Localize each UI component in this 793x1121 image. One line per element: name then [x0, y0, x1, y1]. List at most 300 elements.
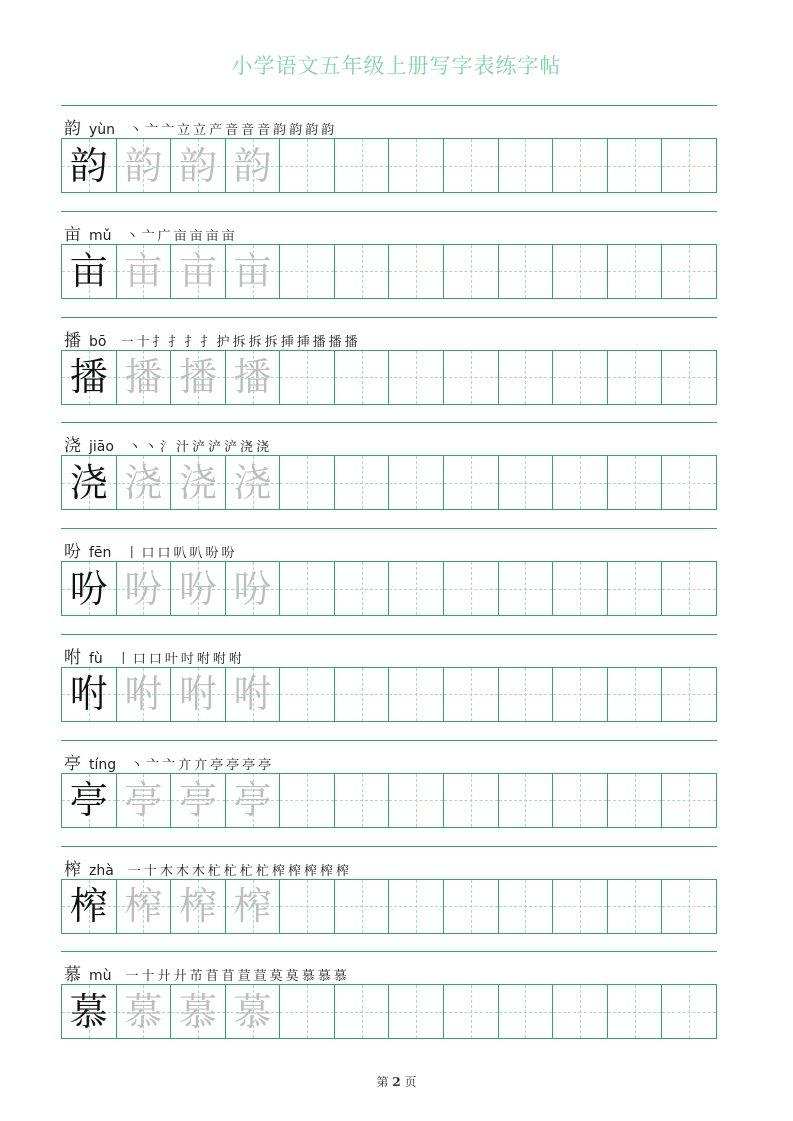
character-label: 浇 — [64, 436, 81, 457]
character-info — [64, 220, 238, 245]
grid-cell[interactable] — [608, 562, 663, 615]
grid-cell[interactable] — [444, 774, 499, 827]
writing-grid — [61, 984, 717, 1039]
stroke-step: 音 — [257, 123, 271, 138]
row-divider — [61, 951, 717, 952]
row-divider — [61, 846, 717, 847]
stroke-step: 亠 — [146, 757, 160, 773]
model-character: 慕 — [69, 989, 108, 1034]
stroke-step: 亣 — [194, 757, 208, 773]
grid-cell — [117, 245, 172, 298]
footer-prefix: 第 — [376, 1075, 389, 1089]
trace-character: 播 — [124, 355, 163, 400]
stroke-step: 播 — [344, 334, 358, 350]
stroke-order — [117, 648, 245, 667]
grid-cell[interactable] — [553, 456, 608, 509]
grid-cell[interactable] — [662, 985, 716, 1038]
pinyin-label: mù — [89, 968, 112, 985]
stroke-step: 亣 — [178, 757, 192, 773]
pinyin-label: jiāo — [89, 439, 114, 456]
stroke-order — [125, 542, 237, 561]
grid-cell — [226, 562, 281, 615]
stroke-step: 亠 — [141, 228, 155, 244]
practice-row — [61, 528, 717, 634]
grid-cell — [171, 245, 226, 298]
stroke-order — [128, 436, 272, 455]
grid-cell[interactable] — [444, 985, 499, 1038]
stroke-step: 莫 — [285, 969, 299, 985]
footer-suffix: 页 — [404, 1075, 417, 1089]
grid-cell[interactable] — [280, 351, 335, 404]
model-character: 韵 — [69, 143, 108, 188]
grid-cell[interactable] — [389, 985, 444, 1038]
trace-character: 榨 — [233, 884, 272, 929]
grid-cell[interactable] — [280, 668, 335, 721]
grid-cell[interactable] — [444, 139, 499, 192]
grid-cell[interactable] — [335, 139, 390, 192]
writing-grid — [61, 350, 717, 405]
stroke-step: 口 — [141, 546, 155, 562]
grid-cell — [171, 880, 226, 933]
grid-cell[interactable] — [444, 562, 499, 615]
grid-cell — [117, 139, 172, 192]
practice-row — [61, 317, 717, 423]
grid-cell[interactable] — [335, 774, 390, 827]
stroke-step: 十 — [141, 969, 155, 985]
grid-cell[interactable] — [335, 668, 390, 721]
practice-row — [61, 634, 717, 740]
grid-cell — [171, 562, 226, 615]
trace-character: 亭 — [233, 778, 272, 823]
stroke-step: 挿 — [280, 334, 294, 350]
stroke-step: 浇 — [240, 440, 254, 456]
grid-cell[interactable] — [444, 245, 499, 298]
grid-cell — [226, 139, 281, 192]
grid-cell[interactable] — [499, 245, 554, 298]
grid-cell[interactable] — [389, 562, 444, 615]
grid-cell[interactable] — [280, 245, 335, 298]
stroke-step: 亩 — [205, 228, 219, 244]
stroke-step: 广 — [157, 228, 171, 244]
grid-cell[interactable] — [280, 774, 335, 827]
page-title: 小学语文五年级上册写字表练字帖 — [231, 54, 562, 78]
page-footer — [0, 1073, 793, 1090]
stroke-step: 丶 — [130, 757, 144, 773]
stroke-step: 扌 — [184, 334, 198, 350]
stroke-step: 榨 — [287, 863, 301, 879]
stroke-step: 拆 — [248, 334, 262, 350]
stroke-step: 口 — [132, 651, 146, 667]
trace-character: 播 — [233, 355, 272, 400]
stroke-step: 产 — [209, 123, 223, 138]
stroke-step: 丶 — [127, 440, 141, 456]
stroke-step: 口 — [157, 546, 171, 562]
stroke-step: 音 — [225, 123, 239, 138]
grid-cell[interactable] — [389, 668, 444, 721]
grid-cell[interactable] — [553, 985, 608, 1038]
writing-grid — [61, 455, 717, 510]
grid-cell[interactable] — [335, 245, 390, 298]
grid-cell — [117, 562, 172, 615]
character-info — [64, 326, 361, 351]
trace-character: 慕 — [178, 989, 217, 1034]
stroke-order — [120, 331, 360, 350]
stroke-step: 亠 — [161, 123, 175, 138]
stroke-step: 丶 — [125, 228, 139, 244]
character-info — [64, 114, 337, 139]
stroke-step: 吩 — [221, 546, 235, 562]
grid-cell[interactable] — [280, 985, 335, 1038]
grid-cell — [117, 351, 172, 404]
trace-character: 吩 — [124, 566, 163, 611]
grid-cell[interactable] — [389, 774, 444, 827]
grid-cell — [62, 562, 117, 615]
stroke-step: 亩 — [189, 228, 203, 244]
stroke-step: 荁 — [253, 969, 267, 985]
stroke-step: 榨 — [303, 863, 317, 879]
stroke-step: 木 — [191, 863, 205, 879]
stroke-step: 亭 — [226, 757, 240, 773]
grid-cell[interactable] — [444, 456, 499, 509]
practice-row — [61, 422, 717, 528]
grid-cell[interactable] — [280, 562, 335, 615]
character-label: 播 — [64, 330, 81, 351]
pinyin-label: yùn — [89, 122, 116, 138]
grid-cell[interactable] — [662, 456, 716, 509]
character-label: 亭 — [64, 753, 81, 774]
stroke-step: 榨 — [271, 863, 285, 879]
row-divider — [61, 528, 717, 529]
character-label: 咐 — [64, 647, 81, 668]
trace-character: 播 — [178, 355, 217, 400]
pinyin-label: fēn — [89, 545, 112, 562]
trace-character: 亭 — [178, 778, 217, 823]
row-divider — [61, 105, 717, 106]
grid-cell — [62, 139, 117, 192]
grid-cell[interactable] — [553, 245, 608, 298]
grid-cell[interactable] — [662, 668, 716, 721]
grid-cell[interactable] — [553, 880, 608, 933]
trace-character: 韵 — [233, 143, 272, 188]
character-info — [64, 643, 245, 668]
grid-cell[interactable] — [553, 668, 608, 721]
pinyin-label: mǔ — [89, 227, 112, 244]
pinyin-label: zhà — [89, 862, 114, 879]
grid-cell[interactable] — [389, 456, 444, 509]
stroke-step: 亭 — [242, 757, 256, 773]
grid-cell — [117, 880, 172, 933]
stroke-step: 立 — [193, 123, 207, 138]
stroke-step: 丨 — [125, 546, 139, 562]
trace-character: 吩 — [233, 566, 272, 611]
stroke-step: 丨 — [116, 651, 130, 667]
stroke-step: 丶 — [129, 123, 143, 138]
practice-row — [61, 951, 717, 1057]
stroke-step: 莫 — [269, 969, 283, 985]
stroke-step: 浐 — [192, 440, 206, 456]
stroke-step: 十 — [143, 863, 157, 879]
stroke-step: 苜 — [205, 969, 219, 985]
grid-cell — [171, 774, 226, 827]
stroke-step: 榨 — [336, 863, 350, 879]
trace-character: 亩 — [178, 249, 217, 294]
stroke-step: 叶 — [164, 651, 178, 667]
stroke-step: 咐 — [228, 651, 242, 667]
stroke-order — [129, 119, 337, 138]
stroke-step: 吋 — [180, 651, 194, 667]
model-character: 播 — [69, 355, 108, 400]
grid-cell[interactable] — [389, 139, 444, 192]
trace-character: 浇 — [178, 460, 217, 505]
stroke-step: 吩 — [205, 546, 219, 562]
grid-cell[interactable] — [499, 351, 554, 404]
character-label: 榨 — [64, 859, 81, 880]
grid-cell[interactable] — [662, 562, 716, 615]
character-label: 慕 — [64, 965, 81, 986]
stroke-step: 氵 — [159, 440, 173, 456]
grid-cell[interactable] — [280, 456, 335, 509]
practice-row — [61, 211, 717, 317]
grid-cell — [171, 985, 226, 1038]
character-label: 吩 — [64, 542, 81, 563]
grid-cell — [226, 351, 281, 404]
stroke-step: 亭 — [210, 757, 224, 773]
stroke-step: 廾 — [157, 969, 171, 985]
grid-cell[interactable] — [553, 562, 608, 615]
stroke-step: 扌 — [200, 334, 214, 350]
grid-cell[interactable] — [499, 774, 554, 827]
stroke-step: 慕 — [301, 969, 315, 985]
row-divider — [61, 317, 717, 318]
character-info — [64, 960, 350, 986]
grid-cell[interactable] — [335, 351, 390, 404]
character-info — [64, 749, 274, 774]
grid-cell[interactable] — [335, 456, 390, 509]
writing-grid — [61, 667, 717, 722]
writing-grid — [61, 138, 717, 193]
grid-cell — [226, 456, 281, 509]
row-divider — [61, 740, 717, 741]
grid-cell[interactable] — [444, 668, 499, 721]
stroke-step: 亠 — [162, 757, 176, 773]
trace-character: 韵 — [178, 143, 217, 188]
stroke-step: 亩 — [221, 228, 235, 244]
stroke-step: 叭 — [173, 546, 187, 562]
stroke-step: 韵 — [289, 123, 303, 138]
grid-cell[interactable] — [608, 985, 663, 1038]
writing-grid — [61, 773, 717, 828]
trace-character: 亭 — [124, 778, 163, 823]
stroke-step: 音 — [241, 123, 255, 138]
grid-cell[interactable] — [608, 351, 663, 404]
stroke-order — [130, 754, 274, 773]
row-divider — [61, 634, 717, 635]
grid-cell[interactable] — [280, 139, 335, 192]
stroke-step: 扌 — [168, 334, 182, 350]
stroke-step: 荁 — [237, 969, 251, 985]
character-label: 亩 — [64, 224, 81, 245]
grid-cell — [62, 880, 117, 933]
grid-cell[interactable] — [389, 245, 444, 298]
grid-cell — [171, 139, 226, 192]
stroke-step: 立 — [177, 123, 191, 138]
grid-cell — [226, 774, 281, 827]
stroke-step: 一 — [120, 334, 134, 350]
grid-cell[interactable] — [608, 880, 663, 933]
writing-grid — [61, 244, 717, 299]
pinyin-label: tíng — [89, 756, 117, 773]
grid-cell — [62, 456, 117, 509]
grid-cell[interactable] — [280, 880, 335, 933]
grid-cell[interactable] — [662, 774, 716, 827]
stroke-step: 浐 — [208, 440, 222, 456]
stroke-step: 韵 — [321, 123, 335, 138]
character-label: 韵 — [64, 119, 81, 139]
practice-row — [61, 846, 717, 952]
grid-cell[interactable] — [444, 880, 499, 933]
grid-cell[interactable] — [389, 880, 444, 933]
grid-cell[interactable] — [662, 245, 716, 298]
stroke-step: 韵 — [305, 123, 319, 138]
stroke-step: 亠 — [145, 123, 159, 138]
grid-cell[interactable] — [499, 985, 554, 1038]
model-character: 浇 — [69, 460, 108, 505]
grid-cell — [171, 668, 226, 721]
grid-cell[interactable] — [662, 880, 716, 933]
stroke-step: 慕 — [317, 969, 331, 985]
grid-cell[interactable] — [499, 139, 554, 192]
grid-cell[interactable] — [608, 245, 663, 298]
stroke-step: 芇 — [189, 969, 203, 985]
stroke-step: 苜 — [221, 969, 235, 985]
stroke-step: 杧 — [223, 863, 237, 879]
grid-cell[interactable] — [608, 668, 663, 721]
grid-cell[interactable] — [444, 351, 499, 404]
grid-cell — [62, 985, 117, 1038]
grid-cell — [226, 985, 281, 1038]
stroke-step: 护 — [216, 334, 230, 350]
stroke-step: 廾 — [173, 969, 187, 985]
grid-cell[interactable] — [662, 351, 716, 404]
model-character: 咐 — [69, 672, 108, 717]
grid-cell[interactable] — [499, 456, 554, 509]
stroke-step: 播 — [312, 334, 326, 350]
stroke-step: 杧 — [207, 863, 221, 879]
stroke-step: 扌 — [152, 334, 166, 350]
writing-grid — [61, 561, 717, 616]
grid-cell[interactable] — [335, 985, 390, 1038]
stroke-step: 拆 — [232, 334, 246, 350]
pinyin-label: fù — [89, 650, 103, 667]
grid-cell — [62, 774, 117, 827]
grid-cell[interactable] — [553, 139, 608, 192]
stroke-step: 挿 — [296, 334, 310, 350]
model-character: 亩 — [69, 249, 108, 294]
trace-character: 咐 — [233, 672, 272, 717]
stroke-step: 叭 — [189, 546, 203, 562]
model-character: 亭 — [69, 778, 108, 823]
grid-cell[interactable] — [608, 139, 663, 192]
stroke-step: 浐 — [224, 440, 238, 456]
grid-cell[interactable] — [499, 562, 554, 615]
trace-character: 慕 — [124, 989, 163, 1034]
stroke-step: 咐 — [196, 651, 210, 667]
pinyin-label: bō — [89, 333, 107, 350]
grid-cell[interactable] — [499, 668, 554, 721]
grid-cell[interactable] — [662, 139, 716, 192]
grid-cell[interactable] — [389, 351, 444, 404]
stroke-step: 口 — [148, 651, 162, 667]
grid-cell — [226, 245, 281, 298]
grid-cell — [117, 668, 172, 721]
grid-cell[interactable] — [335, 880, 390, 933]
trace-character: 吩 — [178, 566, 217, 611]
grid-cell — [171, 351, 226, 404]
practice-row — [61, 105, 717, 211]
stroke-step: 木 — [159, 863, 173, 879]
trace-character: 亩 — [233, 249, 272, 294]
stroke-step: 韵 — [273, 123, 287, 138]
grid-cell[interactable] — [608, 774, 663, 827]
stroke-step: 亭 — [258, 757, 272, 773]
page-number: 2 — [392, 1075, 401, 1089]
character-info — [64, 855, 352, 880]
trace-character: 浇 — [233, 460, 272, 505]
grid-cell[interactable] — [553, 774, 608, 827]
grid-cell — [226, 880, 281, 933]
row-divider — [61, 422, 717, 423]
stroke-order — [126, 965, 350, 984]
stroke-step: 汁 — [175, 440, 189, 456]
stroke-step: 拆 — [264, 334, 278, 350]
stroke-step: 木 — [175, 863, 189, 879]
model-character: 吩 — [69, 566, 108, 611]
model-character: 榨 — [69, 884, 108, 929]
grid-cell — [62, 668, 117, 721]
stroke-step: 十 — [136, 334, 150, 350]
grid-cell — [117, 985, 172, 1038]
grid-cell[interactable] — [553, 351, 608, 404]
stroke-step: 榨 — [320, 863, 334, 879]
writing-grid — [61, 879, 717, 934]
grid-cell[interactable] — [608, 456, 663, 509]
grid-cell — [226, 668, 281, 721]
trace-character: 咐 — [178, 672, 217, 717]
stroke-step: 咐 — [212, 651, 226, 667]
character-info — [64, 431, 272, 457]
grid-cell[interactable] — [499, 880, 554, 933]
grid-cell — [62, 245, 117, 298]
grid-cell — [171, 456, 226, 509]
stroke-step: 丶 — [143, 440, 157, 456]
stroke-step: 杧 — [239, 863, 253, 879]
grid-cell[interactable] — [335, 562, 390, 615]
trace-character: 咐 — [124, 672, 163, 717]
stroke-step: 一 — [127, 863, 141, 879]
grid-cell — [62, 351, 117, 404]
trace-character: 亩 — [124, 249, 163, 294]
stroke-step: 一 — [125, 969, 139, 985]
stroke-step: 浇 — [256, 440, 270, 456]
stroke-step: 亩 — [173, 228, 187, 244]
practice-row — [61, 740, 717, 846]
row-divider — [61, 211, 717, 212]
stroke-order — [128, 860, 352, 879]
grid-cell — [117, 774, 172, 827]
practice-rows — [61, 105, 717, 1057]
trace-character: 浇 — [124, 460, 163, 505]
trace-character: 韵 — [124, 143, 163, 188]
